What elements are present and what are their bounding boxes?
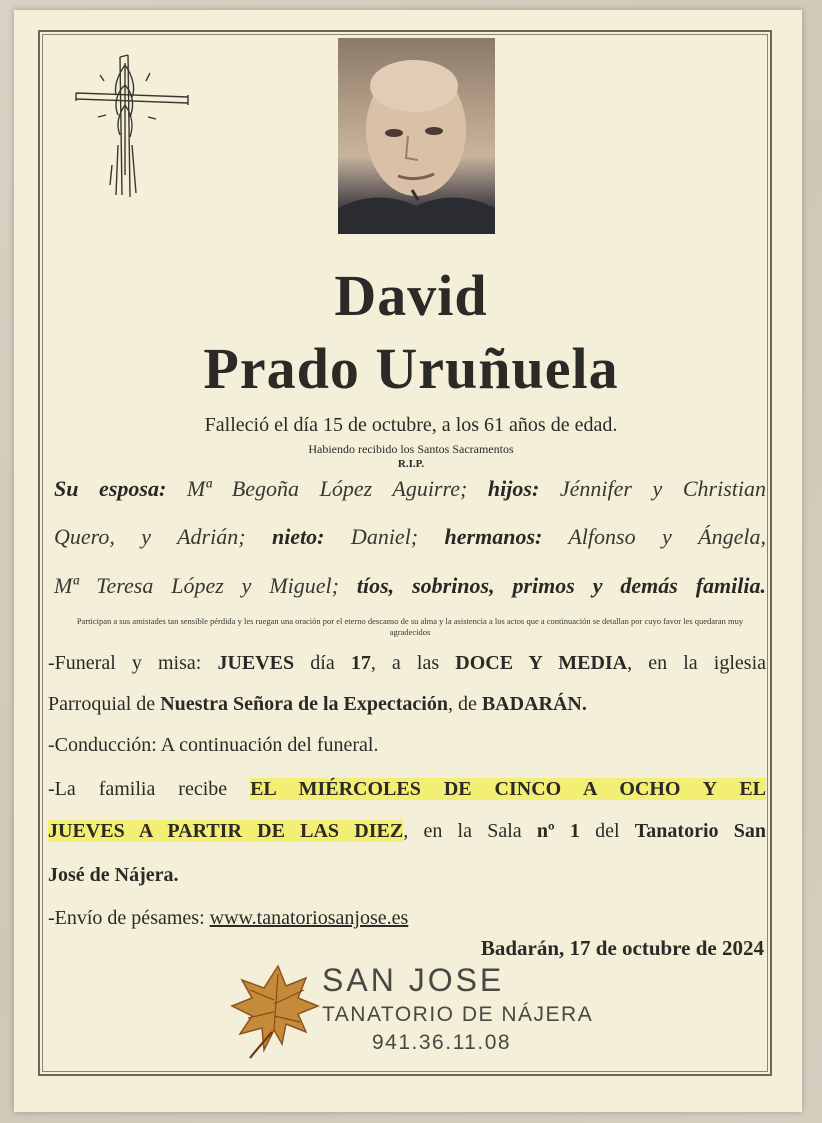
reception-label: -La familia recibe: [48, 778, 251, 800]
death-date-line: Falleció el día 15 de octubre, a los 61 años de edad.: [204, 414, 618, 436]
rip-label: R.I.P.: [397, 458, 425, 470]
funeral-date: 17: [350, 652, 371, 674]
spouse-name: Mª Begoña López Aguirre;: [166, 476, 488, 501]
funeral-home-name: Tanatorio San: [634, 820, 767, 842]
siblings-label: hermanos:: [444, 524, 543, 549]
reception-schedule-highlight-cont: JUEVES A PARTIR DE LAS DIEZ: [48, 820, 404, 842]
funeral-label: -Funeral y misa:: [48, 652, 218, 674]
portrait-photo: [338, 38, 495, 234]
grandson-label: nieto:: [271, 524, 325, 549]
conduction-line: -Conducción: A continuación del funeral.: [48, 734, 379, 756]
funeral-time: DOCE Y MEDIA: [455, 652, 628, 674]
reception-line-3: [48, 864, 766, 887]
cross-with-wheat-icon: [70, 45, 192, 207]
brand-subtitle: TANATORIO DE NÁJERA: [322, 1003, 594, 1026]
deceased-first-name: David: [334, 263, 488, 328]
funeral-text: Parroquial de: [48, 693, 161, 715]
funeral-text: , de: [447, 693, 482, 715]
room-number: nº 1: [536, 820, 580, 842]
funeral-home-name-cont: José de Nájera.: [48, 864, 179, 886]
funeral-town: BADARÁN.: [481, 693, 587, 715]
siblings-names: Alfonso y Ángela,: [542, 524, 766, 549]
maple-leaf-icon: [228, 960, 320, 1060]
children-label: hijos:: [487, 476, 540, 501]
reception-text: del: [579, 820, 635, 842]
condolences-link[interactable]: www.tanatoriosanjose.es: [209, 907, 409, 929]
reception-text: , en la Sala: [403, 820, 537, 842]
participation-note: Participan a sus amistades tan sensible pérdida y les ruegan una oración por el eterno descanso de su alma y la asistencia a los actos que a continuación se detallan por cuyo favor les quedaran muy agradecidos: [76, 616, 744, 637]
family-line-1: [54, 476, 766, 502]
condolences-label: -Envío de pésames:: [48, 907, 210, 929]
brand-phone[interactable]: 941.36.11.08: [372, 1031, 512, 1054]
reception-line-2: [48, 820, 766, 843]
children-names-cont: Quero, y Adrián;: [54, 524, 272, 549]
extended-family-label: tíos, sobrinos, primos y demás familia.: [356, 573, 766, 598]
family-line-3: [54, 573, 766, 599]
funeral-text: día: [294, 652, 351, 674]
funeral-line-2: [48, 693, 766, 716]
funeral-text: , en la iglesia: [627, 652, 767, 674]
funeral-day: JUEVES: [217, 652, 295, 674]
grandson-name: Daniel;: [324, 524, 445, 549]
funeral-line-1: [48, 652, 766, 675]
family-line-2: [54, 524, 766, 550]
brand-name: SAN JOSE: [322, 962, 505, 998]
siblings-names-cont: Mª Teresa López y Miguel;: [54, 573, 357, 598]
children-names: Jénnifer y Christian: [539, 476, 767, 501]
church-name: Nuestra Señora de la Expectación: [160, 693, 448, 715]
reception-schedule-highlight: EL MIÉRCOLES DE CINCO A OCHO Y EL: [250, 778, 766, 800]
reception-line-1: [48, 778, 766, 801]
sacraments-line: Habiendo recibido los Santos Sacramentos: [308, 442, 514, 456]
spouse-label: Su esposa:: [54, 476, 167, 501]
date-place: Badarán, 17 de octubre de 2024: [480, 936, 764, 960]
funeral-text: , a las: [370, 652, 456, 674]
condolences-line: [48, 907, 766, 930]
deceased-surname: Prado Uruñuela: [203, 336, 619, 401]
